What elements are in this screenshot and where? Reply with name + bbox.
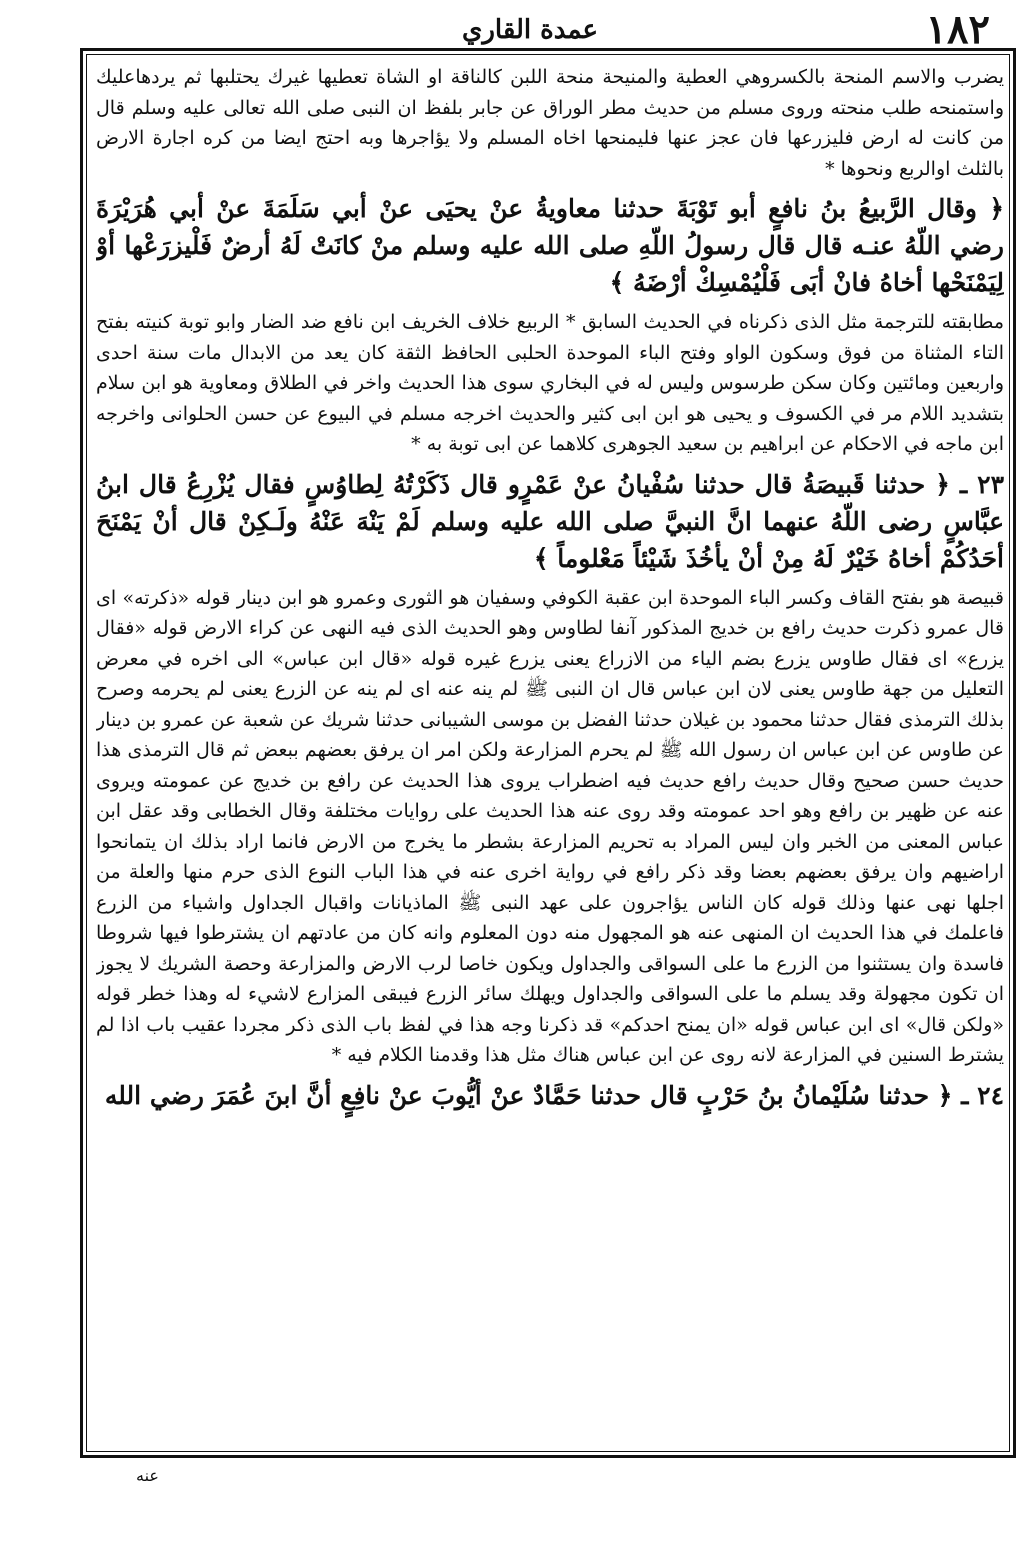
- hadith-text: ﴿ وقال الرَّبيعُ بنُ نافعٍ أبو تَوْبَةَ حدثنا معاويةُ عنْ يحيَى عنْ أبي سَلَمَةَ عنْ أبي هُرَيْرَةَ رضي اللّهُ عنـه قال قال رسولُ اللّهِ صلى الله عليه وسلم منْ كانَتْ لَهُ أرضٌ فَلْيزرَعْها أوْ لِيَمْنَحْها أخاهُ فانْ أبَى فَلْيُمْسِكْ أرْضَهُ ﴾: [96, 194, 1004, 297]
- page-content: [96, 62, 1004, 1446]
- hadith-text: ٢٤ ـ ﴿ حدثنا سُلَيْمانُ بنُ حَرْبٍ قال حدثنا حَمَّادٌ عنْ أيُّوبَ عنْ نافِعٍ أنَّ ابنَ عُمَرَ رضي الله: [104, 1080, 1004, 1110]
- page-number: ١٨٢: [925, 6, 990, 53]
- commentary-paragraph: قبيصة هو بفتح القاف وكسر الباء الموحدة ابن عقبة الكوفي وسفيان هو الثورى وعمرو هو ابن دينار قوله «ذكرته» اى قال عمرو ذكرت حديث رافع بن خديج المذكور آنفا لطاوس وهو الحديث الذى فيه النهى عن كراء الارض قوله «فقال يزرع» اى فقال طاوس يزرع بضم الياء من الازراع يعنى يزرع غيره قوله «قال ابن عباس» الى اخره في معرض التعليل من جهة طاوس يعنى لان ابن عباس قال ان النبى ﷺ لم ينه عنه اى لم ينه عن الزرع يعنى لم يحرمه وصرح بذلك الترمذى فقال حدثنا محمود بن غيلان حدثنا الفضل بن موسى الشيبانى حدثنا شريك عن شعبة عن عمرو بن دينار عن طاوس عن ابن عباس ان رسول الله ﷺ لم يحرم المزارعة ولكن امر ان يرفق بعضهم ببعض ثم قال الترمذى هذا حديث حسن صحيح وقال حديث رافع حديث فيه اضطراب يروى هذا الحديث عن رافع بن خديج عن عمومته ويروى عنه عن ظهير بن رافع وهو احد عمومته وقد روى عنه هذا الحديث على روايات مختلفة وقال الخطابى وقد عقل ابن عباس المعنى من الخبر وان ليس المراد به تحريم المزارعة بشطر ما يخرج من الارض فانما اراد بذلك ان يتمانحوا اراضيهم وان يرفق بعضهم بعضا وقد ذكر رافع في رواية اخرى عنه في هذا الباب النوع الذى حرم منها والعلة من اجلها نهى عنها وذلك قوله كان الناس يؤاجرون على عهد النبى ﷺ الماذيانات واقبال الجداول واشياء من الزرع فاعلمك في هذا الحديث ان المنهى عنه هو المجهول منه دون المعلوم وانه كان من عادتهم ان يشترطوا فيها شروطا فاسدة وان يستثنوا من الزرع ما على السواقى والجداول ويكون خاصا لرب الارض والمزارعة وحصة الشريك لا يجوز ان تكون مجهولة وقد يسلم ما على السواقى والجداول ويهلك سائر الزرع فيبقى المزارع لاشيء له وهذا خطر قوله «ولكن قال» اى ابن عباس قوله «ان يمنح احدكم» قد ذكرنا وجه هذا في لفظ باب الذى ذكر مجردا عقيب باب اذا لم يشترط السنين في المزارعة لانه روى عن ابن عباس هناك مثل هذا وقدمنا الكلام فيه *: [96, 586, 1004, 1066]
- footer-catchword: عنه: [136, 1466, 159, 1485]
- hadith-text: ٢٣ ـ ﴿ حدثنا قَبيصَةُ قال حدثنا سُفْيانُ عنْ عَمْرٍو قال ذَكَرْتُهُ لِطاوُسٍ فقال يُزْرِعُ قال ابنُ عبَّاسٍ رضى اللّهُ عنهما انَّ النبيَّ صلى الله عليه وسلم لَمْ يَنْهَ عَنْهُ ولَـكِنْ قال أنْ يَمْنَحَ أحَدُكُمْ أخاهُ خَيْرٌ لَهُ مِنْ أنْ يأخُذَ شَيْئاً مَعْلوماً ﴾: [96, 469, 1004, 573]
- commentary-paragraph: يضرب والاسم المنحة بالكسروهي العطية والمنيحة منحة اللبن كالناقة او الشاة تعطيها غيرك يحتلبها ثم يردهاعليك واستمنحه طلب منحته وروى مسلم من حديث مطر الوراق عن جابر بلفظ ان النبى صلى الله تعالى عليه وسلم قال من كانت له ارض فليزرعها فان عجز عنها فليمنحها اخاه المسلم ولا يؤاجرها وبه احتج ايضا من كره اجارة الارض بالثلث اوالربع ونحوها *: [96, 66, 1004, 180]
- running-title: عمدة القاري: [462, 15, 598, 45]
- page-header: [70, 8, 990, 52]
- commentary-paragraph: مطابقته للترجمة مثل الذى ذكرناه في الحديث السابق * الربيع خلاف الخريف ابن نافع ضد الضار وابو توبة كنيته بفتح التاء المثناة من فوق وسكون الواو وفتح الباء الموحدة الحلبى الحافظ الثقة كان يعد من الابدال مات سنة احدى واربعين ومائتين وكان سكن طرسوس وليس له في البخاري سوى هذا الحديث واخر في الطلاق ومعاوية هو ابن سلام بتشديد اللام مر في الكسوف و يحيى هو ابن ابى كثير والحديث اخرجه مسلم في البيوع عن حسن الحلوانى واخرجه ابن ماجه في الاحكام عن ابراهيم بن سعيد الجوهرى كلاهما عن ابى توبة به *: [96, 311, 1004, 455]
